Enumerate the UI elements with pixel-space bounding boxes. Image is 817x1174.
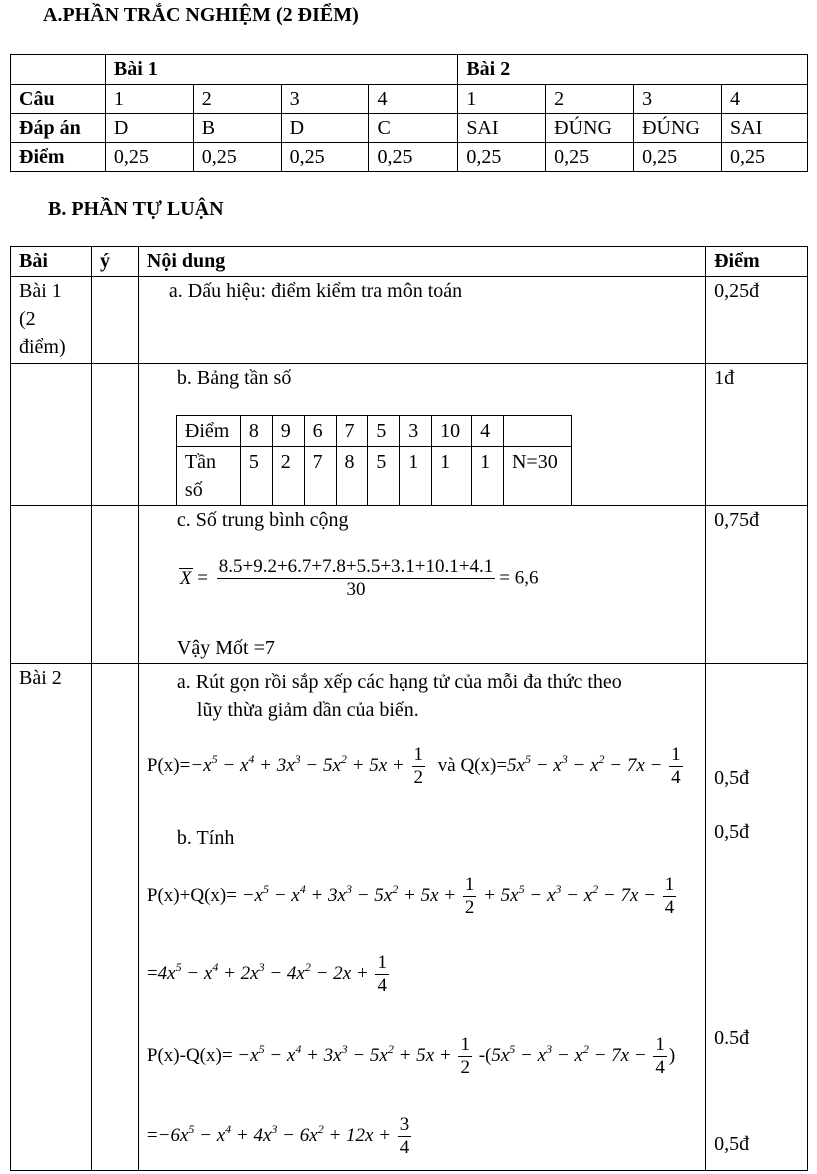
bai2-a-line2: lũy thừa giảm dần của biến. — [196, 699, 419, 721]
bai1-label — [11, 277, 92, 364]
bai1-label-line1: Bài 1 — [19, 280, 62, 302]
bai1-label-line2: (2 — [19, 308, 36, 330]
bai2-last-score: 0,5đ — [714, 1133, 750, 1155]
freq-score-cell: 4 — [472, 416, 504, 447]
answer-cell: SAI — [458, 114, 546, 143]
question-cell: 3 — [281, 85, 369, 114]
freq-score-cell: 9 — [272, 416, 304, 447]
header-content: Nội dung — [138, 247, 705, 277]
answer-cell: C — [369, 114, 458, 143]
freq-count-cell: 1 — [432, 447, 472, 506]
answer-cell: D — [105, 114, 193, 143]
freq-score-cell: 6 — [304, 416, 336, 447]
section-b-title: B. PHẦN TỰ LUẬN — [48, 198, 224, 220]
question-cell: 4 — [369, 85, 458, 114]
fraction: $\frac{1}{4}$ — [671, 744, 681, 788]
answer-cell: ĐÚNG — [546, 114, 634, 143]
bai1-a-text: a. Dấu hiệu: điểm kiểm tra môn toán — [168, 280, 463, 302]
bai1-c-score: 0,75đ — [706, 506, 808, 664]
bai2-score-column — [706, 664, 808, 1171]
mean-formula: X = $\frac{8.5+9.2+6.7+7.8+5.5+3.1+10.1+4.1}{30}$ = 6,6 — [179, 556, 539, 600]
sum-label: P(x)+Q(x)= — [146, 884, 237, 906]
fraction: $\frac{3}{4}$ — [399, 1114, 410, 1158]
empty-y-cell — [91, 277, 138, 364]
freq-row-label-diem: Điểm — [176, 416, 240, 447]
points-cell: 0,25 — [281, 143, 369, 172]
header-score: Điểm — [706, 247, 808, 277]
group-header-bai2: Bài 2 — [458, 55, 808, 85]
question-cell: 1 — [105, 85, 193, 114]
p-q-expression: $P(x)=-x^5 - x^4 + 3x^3 - 5x^2 + 5x$ + $\frac{1}{2}$ và $Q(x)=5x^5 - x^3 - x^2 - 7x$ − $\frac{1}{4}$ — [146, 744, 681, 788]
bai2-a-score: 0,5đ — [714, 767, 750, 789]
points-cell: 0,25 — [369, 143, 458, 172]
sum-expression: $P(x)+Q(x)= -x^5 - x^4 + 3x^3 - 5x^2 + 5x$ + $\frac{1}{2}$ + $5x^5 - x^3 - x^2 - 7x$ − $\frac{1}{4}$ — [146, 874, 675, 918]
mean-denominator: 30 — [346, 579, 366, 600]
and-text: và — [437, 754, 456, 776]
empty-bai-cell — [11, 364, 92, 506]
answer-cell: B — [193, 114, 281, 143]
empty-y-cell — [91, 664, 138, 1171]
answer-cell: D — [281, 114, 369, 143]
bai2-sub-score: 0.5đ — [714, 1027, 750, 1049]
bai2-label: Bài 2 — [11, 664, 92, 1171]
bai2-b-text: b. Tính — [176, 827, 235, 849]
freq-score-cell: 3 — [400, 416, 432, 447]
empty-y-cell — [91, 364, 138, 506]
fraction: $\frac{1}{4}$ — [655, 1034, 665, 1078]
freq-score-cell: 5 — [368, 416, 400, 447]
freq-score-cell: 10 — [432, 416, 472, 447]
bai1-b-text: b. Bảng tần số — [176, 367, 292, 389]
points-cell: 0,25 — [634, 143, 722, 172]
group-header-bai1: Bài 1 — [105, 55, 457, 85]
bai1-label-line3: điểm) — [19, 336, 66, 358]
fraction: $\frac{1}{2}$ — [460, 1034, 470, 1078]
freq-row-label-line2: số — [184, 479, 203, 501]
freq-count-cell: 1 — [400, 447, 432, 506]
row-label-dap-an: Đáp án — [11, 114, 106, 143]
diff-expression: $P(x)-Q(x)= -x^5 - x^4 + 3x^3 - 5x^2 + 5x$ + $\frac{1}{2}$ $-(5x^5 - x^3 - x^2 - 7x$ − $\frac{1}{4}$ ) — [146, 1034, 676, 1078]
header-y: ý — [91, 247, 138, 277]
fraction: $\frac{1}{4}$ — [377, 952, 387, 996]
bai1-a-content — [138, 277, 705, 364]
points-cell: 0,25 — [458, 143, 546, 172]
points-cell: 0,25 — [546, 143, 634, 172]
points-cell: 0,25 — [105, 143, 193, 172]
question-cell: 2 — [546, 85, 634, 114]
mean-fraction — [217, 556, 496, 601]
mean-numerator: 8.5+9.2+6.7+7.8+5.5+3.1+10.1+4.1 — [218, 556, 494, 577]
freq-count-cell: 2 — [272, 447, 304, 506]
fraction: $\frac{1}{4}$ — [664, 874, 675, 918]
sum-result: $=4x^5 - x^4 + 2x^3 - 4x^2 - 2x$ + $\frac{1}{4}$ — [146, 952, 387, 996]
answer-cell: SAI — [722, 114, 808, 143]
bai2-b-score: 0,5đ — [714, 821, 750, 843]
bai1-c-text: c. Số trung bình cộng — [176, 509, 349, 531]
points-cell: 0,25 — [193, 143, 281, 172]
freq-row-label-line1: Tần — [184, 451, 216, 473]
empty-bai-cell — [11, 506, 92, 664]
question-cell: 1 — [458, 85, 546, 114]
row-label-cau: Câu — [11, 85, 106, 114]
question-cell: 2 — [193, 85, 281, 114]
freq-row-label-tan-so — [176, 447, 240, 506]
essay-table — [10, 246, 808, 1171]
bai1-b-content — [138, 364, 705, 506]
section-a-title: A.PHẦN TRẮC NGHIỆM (2 ĐIỂM) — [43, 4, 359, 26]
freq-score-cell: 7 — [336, 416, 368, 447]
empty-corner-cell — [11, 55, 106, 85]
mode-text: Vậy Mốt =7 — [176, 637, 275, 659]
q-label: Q(x)= — [460, 754, 508, 776]
empty-y-cell — [91, 506, 138, 664]
bai1-c-content — [138, 506, 705, 664]
mean-result: = 6,6 — [499, 567, 539, 589]
header-bai: Bài — [11, 247, 92, 277]
answer-cell: ĐÚNG — [634, 114, 722, 143]
multiple-choice-table — [10, 54, 808, 172]
bai1-a-score: 0,25đ — [706, 277, 808, 364]
bai1-b-score: 1đ — [706, 364, 808, 506]
fraction: $\frac{1}{2}$ — [413, 744, 423, 788]
freq-total-cell: N=30 — [503, 447, 571, 506]
freq-count-cell: 1 — [472, 447, 504, 506]
freq-count-cell: 5 — [240, 447, 272, 506]
question-cell: 3 — [634, 85, 722, 114]
row-label-diem: Điểm — [11, 143, 106, 172]
fraction: $\frac{1}{2}$ — [464, 874, 475, 918]
freq-score-cell: 8 — [240, 416, 272, 447]
p-label: P(x)= — [146, 754, 191, 776]
bai2-a-line1: a. Rút gọn rồi sắp xếp các hạng tử của mỗi đa thức theo — [176, 671, 622, 693]
diff-label: P(x)-Q(x)= — [146, 1044, 233, 1066]
points-cell: 0,25 — [722, 143, 808, 172]
question-cell: 4 — [722, 85, 808, 114]
freq-count-cell: 8 — [336, 447, 368, 506]
diff-result: $=-6x^5 - x^4 + 4x^3 - 6x^2 + 12x$ + $\frac{3}{4}$ — [146, 1114, 410, 1158]
freq-count-cell: 5 — [368, 447, 400, 506]
frequency-table — [176, 415, 572, 506]
bai2-content — [138, 664, 705, 1171]
freq-count-cell: 7 — [304, 447, 336, 506]
mean-symbol: X — [179, 568, 192, 589]
freq-empty-cell — [503, 416, 571, 447]
